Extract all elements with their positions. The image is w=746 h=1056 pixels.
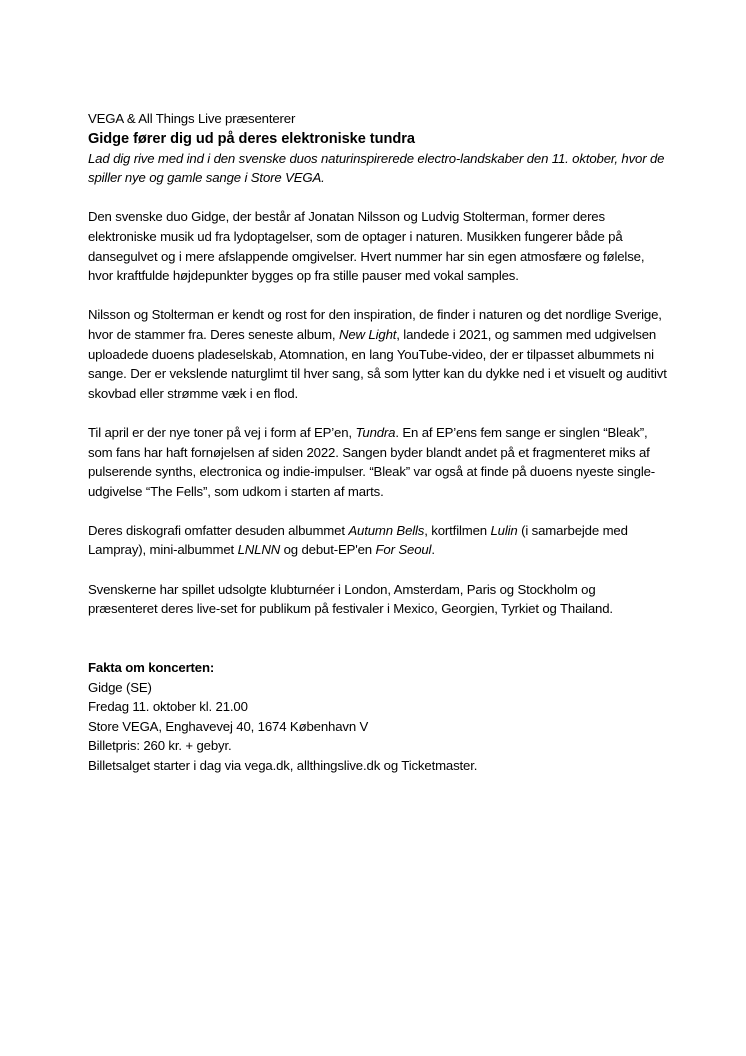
paragraph-text: Nilsson og Stolterman er kendt og rost for den inspiration, de finder i naturen og det nordlige Sverige, hvor de stammer fra. Deres seneste album, (88, 307, 662, 342)
fact-price: Billetpris: 260 kr. + gebyr. (88, 738, 232, 754)
paragraph-tundra (88, 423, 668, 501)
paragraph-intro: Den svenske duo Gidge, der består af Jonatan Nilsson og Ludvig Stolterman, former deres elektroniske musik ud fra lydoptagelser, som de optager i naturen. Musikken fungerer både på dansegulvet og i mere afslappende omgivelser. Hvert nummer har sin egen atmosfære og følelse, hvor kraftfulde højdepunkter bygges op fra stille pauser med vokal samples. (88, 209, 645, 284)
ep-title-tundra: Tundra (355, 424, 396, 440)
fact-artist: Gidge (SE) (88, 679, 152, 695)
album-title-lnlnn: LNLNN (237, 542, 281, 558)
film-title-lulin: Lulin (490, 522, 518, 538)
headline: Gidge fører dig ud på deres elektroniske tundra (88, 130, 415, 147)
paragraph-text: Deres diskografi omfatter desuden albummet (88, 522, 349, 538)
fact-venue: Store VEGA, Enghavevej 40, 1674 København V (88, 718, 369, 734)
paragraph-text: . En af EP’ens fem sange er singlen “Bleak”, som fans har haft fornøjelsen af siden 2022. Sangen byder blandt andet på et fragmenteret miks af pulserende synths, electronica og indie-impulser. “Bleak” var også at finde på duoens nyeste single-udgivelse “The Fells”, som udkom i starten af marts. (88, 424, 656, 499)
album-title-new-light: New Light (338, 326, 397, 342)
presenter-line: VEGA & All Things Live præsenterer (88, 111, 296, 126)
paragraph-inspiration (88, 305, 668, 403)
fact-date: Fredag 11. oktober kl. 21.00 (88, 699, 248, 715)
paragraph-discography (88, 521, 668, 560)
paragraph-text: , kortfilmen (424, 522, 491, 538)
paragraph-text: og debut-EP'en (280, 542, 376, 558)
lead-paragraph: Lad dig rive med ind i den svenske duos naturinspirerede electro-landskaber den 11. oktober, hvor de spiller nye og gamle sange i Store VEGA. (88, 150, 665, 186)
facts-title: Fakta om koncerten: (88, 660, 215, 676)
album-title-autumn-bells: Autumn Bells (348, 522, 425, 538)
paragraph-text: , landede i 2021, og sammen med udgivelsen uploadede duoens pladeselskab, Atomnation, en lang YouTube-video, der er tilpasset albummets ni sange. Der er vekslende naturglimt til hver sang, så som lytter kan du dykke ned i et visuelt og auditivt skovbad eller strømme væk i en flod. (88, 326, 667, 401)
ep-title-for-seoul: For Seoul (375, 542, 432, 558)
press-release (88, 109, 668, 776)
paragraph-tours: Svenskerne har spillet udsolgte klubturnéer i London, Amsterdam, Paris og Stockholm og præsenteret deres live-set for publikum på festivaler i Mexico, Georgien, Tyrkiet og Thailand. (88, 581, 613, 617)
paragraph-text: Til april er der nye toner på vej i form af EP’en, (88, 424, 356, 440)
paragraph-text: (i samarbejde med Lampray), mini-albummet (88, 522, 628, 558)
facts-list (88, 678, 668, 776)
fact-ticket-sale: Billetsalget starter i dag via vega.dk, allthingslive.dk og Ticketmaster. (88, 758, 478, 773)
paragraph-text: . (431, 542, 435, 558)
